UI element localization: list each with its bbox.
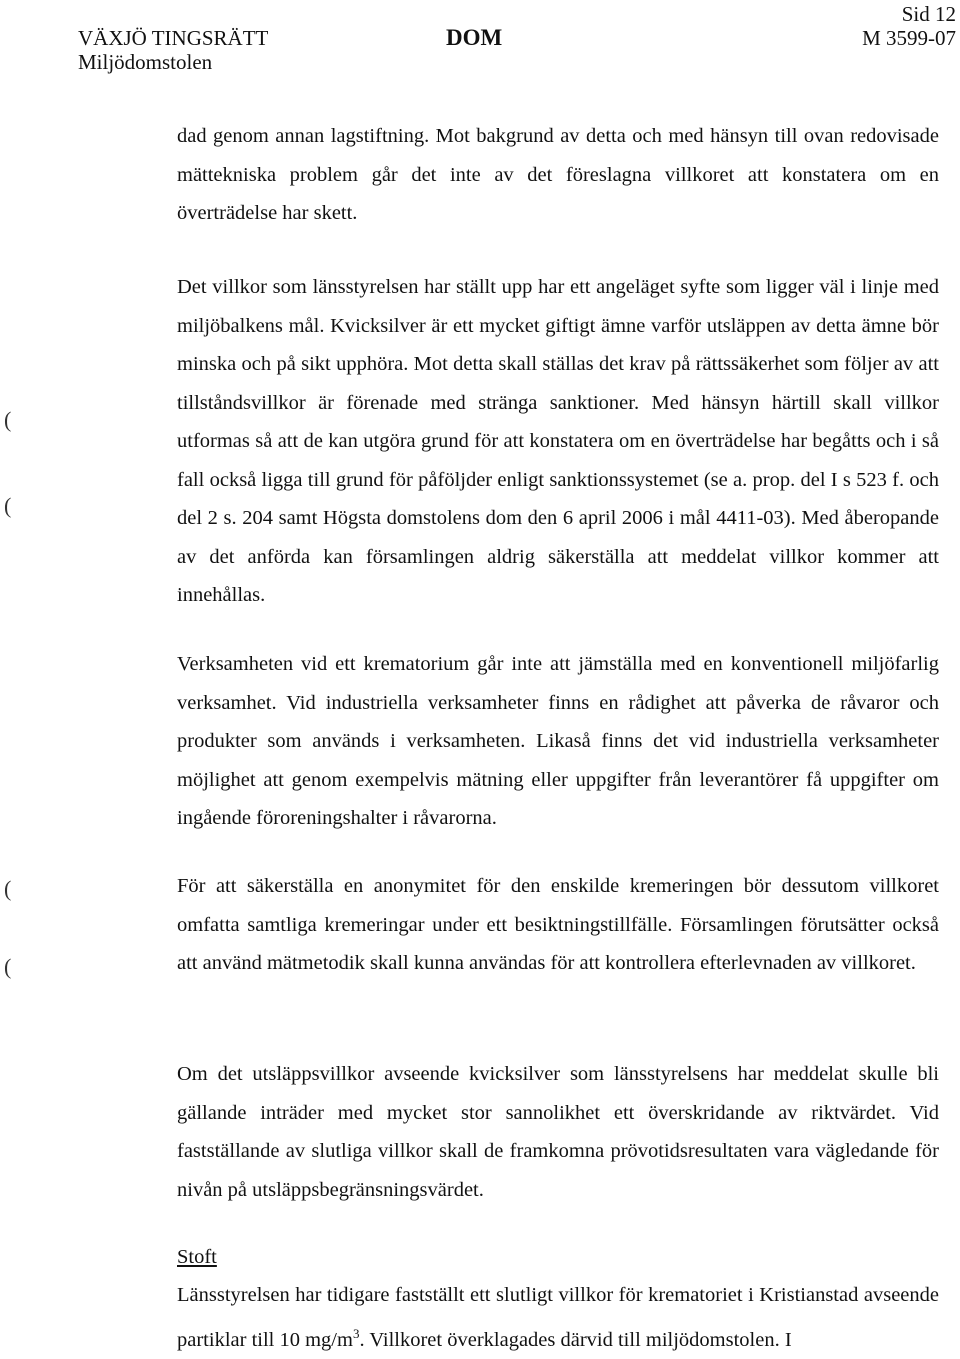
page-number: Sid 12	[901, 2, 956, 26]
paragraph-2: Det villkor som länsstyrelsen har ställt upp har ett angeläget syfte som ligger väl i linje med miljöbalkens mål. Kvicksilver är ett mycket giftigt ämne varför utsläppen av detta ämne bör minska och på sikt upphöra. Mot detta skall ställas det krav på rättssäkerhet som följer av att tillståndsvillkor är förenade med stränga sanktioner. Med hänsyn härtill skall villkor utformas så att de kan utgöra grund för att konstatera om en överträdelse har begåtts och i så fall också ligga till grund för påföljder enligt sanktionssystemet (se a. prop. del I s 523 f. och del 2 s. 204 samt Högsta domstolens dom den 6 april 2006 i mål 4411-03). Med åberopande av det anförda kan församlingen aldrig säkerställa att meddelat villkor kommer att innehållas.	[177, 276, 939, 606]
court-name: VÄXJÖ TINGSRÄTT	[78, 26, 269, 50]
paragraph-6-text-end: . Villkoret överklagades därvid till miljödomstolen. I	[359, 1328, 792, 1351]
margin-mark: (	[4, 954, 12, 979]
paragraph-1: dad genom annan lagstiftning. Mot bakgrund av detta och med hänsyn till ovan redovisade mättekniska problem går det inte av det föreslagna villkoret att konstatera om en överträdelse har skett.	[177, 125, 939, 224]
superscript-3: 3	[352, 1325, 360, 1341]
document-type: DOM	[446, 25, 503, 50]
paragraph-6-text-start: Länsstyrelsen har tidigare fastställt ett slutligt villkor för krematoriet i Kristianstad avseende partiklar till 10 mg/m	[177, 1284, 939, 1351]
margin-mark: (	[4, 876, 12, 901]
margin-mark: (	[4, 493, 12, 518]
paragraph-4: För att säkerställa en anonymitet för den enskilde kremeringen bör dessutom villkoret omfatta samtliga kremeringar under ett besiktningstillfälle. Församlingen förutsätter också att använd mätmetodik skall kunna användas för att kontrollera efterlevnaden av villkoret.	[177, 875, 939, 974]
margin-mark: (	[4, 407, 12, 432]
paragraph-5: Om det utsläppsvillkor avseende kvicksilver som länsstyrelsens har meddelat skulle bli gällande inträder med mycket stor sannolikhet ett överskridande av riktvärdet. Vid fastställande av slutliga villkor skall de framkomna prövotidsresultaten vara vägledande för nivån på utsläppsbegränsningsvärdet.	[177, 1063, 939, 1201]
paragraph-3: Verksamheten vid ett krematorium går inte att jämställa med en konventionell miljöfarlig verksamhet. Vid industriella verksamheter finns en rådighet att påverka de råvaror och produkter som används i verksamheten. Likaså finns det vid industriella verksamheter möjlighet att genom exempelvis mätning eller uppgifter från leverantörer få uppgifter om ingående föroreningshalter i råvarorna.	[177, 653, 939, 829]
paragraph-6	[177, 1276, 939, 1359]
section-heading-stoft: Stoft	[177, 1246, 217, 1268]
case-number: M 3599-07	[862, 26, 956, 50]
division-name: Miljödomstolen	[78, 50, 213, 74]
